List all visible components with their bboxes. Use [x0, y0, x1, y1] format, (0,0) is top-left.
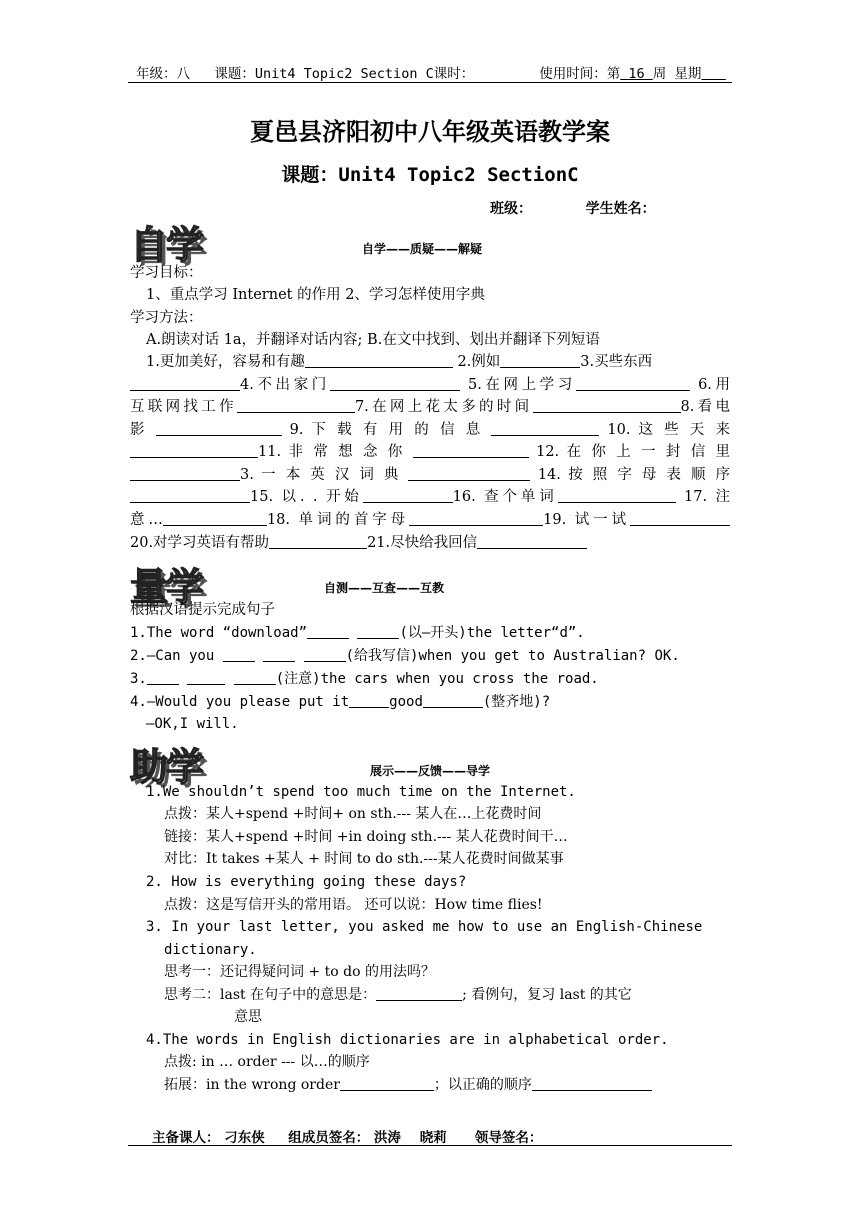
phrase-line: 15. 以. . 开始 16. 查个单词 17. 注: [130, 486, 730, 508]
help-line: 4.The words in English dictionaries are in alphabetical order.: [146, 1032, 669, 1048]
page-header: [136, 62, 726, 82]
help-line: dictionary.: [164, 942, 257, 958]
lead-name: 刁东侠: [224, 1130, 265, 1146]
class-label: 班级：: [490, 201, 532, 217]
page-subtitle: 课题：Unit4 Topic2 SectionC: [281, 164, 579, 186]
signature-footer: [152, 1126, 542, 1146]
phrase-line: 互联网找工作 7.在网上花太多的时间 8.看电: [130, 399, 730, 415]
self-study-wordart: 自学: [130, 223, 203, 267]
help-title: 展示——反馈——导学: [370, 764, 491, 778]
member-name: 晓莉: [419, 1130, 447, 1146]
phrase-line: 影 9. 下 载 有 用 的 信 息 10. 这 些 天 来: [130, 422, 731, 438]
topic-label: 课题：Unit4 Topic2 Section C课时：: [214, 66, 475, 82]
measure-wordart: 量学: [130, 565, 203, 609]
class-student-line: [490, 198, 656, 218]
exercise-2: 2.—Can you (给我写信)when you get to Australian? OK.: [130, 648, 680, 664]
exercise-4: 4.—Would you please put it good (整齐地)?: [130, 694, 551, 710]
method-items: A.朗读对话 1a，并翻译对话内容; B.在文中找到、划出并翻译下列短语: [146, 332, 600, 348]
exercise-4-answer: —OK,I will.: [146, 716, 239, 732]
help-line: 意思: [234, 1009, 262, 1025]
help-line: 思考二：last 在句子中的意思是： ; 看例句，复习 last 的其它: [164, 987, 632, 1003]
goal-items: 1、重点学习 Internet 的作用 2、学习怎样使用字典: [146, 287, 485, 303]
help-line: 2. How is everything going these days?: [146, 874, 467, 890]
exercise-1: 1.The word “download” (以—开头)the letter“d”.: [130, 625, 585, 641]
phrase-line: 3. 一 本 英 汉 词 典 14. 按 照 字 母 表 顺 序: [130, 464, 730, 486]
measure-intro: 根据汉语提示完成句子: [130, 602, 275, 618]
help-line: 思考一：还记得疑问词 + to do 的用法吗？: [164, 964, 435, 980]
help-line: 拓展：in the wrong order ；以正确的顺序: [164, 1074, 652, 1096]
help-line: 1.We shouldn’t spend too much time on the Internet.: [146, 784, 576, 800]
help-line: 点拨：这是写信开头的常用语。 还可以说：How time flies!: [164, 897, 543, 913]
self-study-title: 自学——质疑——解疑: [362, 242, 483, 256]
method-label: 学习方法：: [130, 310, 203, 326]
exercise-3: 3. (注意)the cars when you cross the road.: [130, 671, 599, 687]
phrase-line: 4.不出家门 5.在网上学习 6.用: [130, 374, 730, 396]
footer-divider: [128, 1145, 732, 1146]
header-divider: [128, 82, 732, 83]
measure-title: 自测——互查——互教: [324, 581, 445, 595]
help-line: 点拨：某人+spend +时间+ on sth.--- 某人在…上花费时间: [164, 806, 542, 822]
help-line: 链接：某人+spend +时间 +in doing sth.--- 某人花费时间干…: [164, 829, 568, 845]
phrase-line: 意… 18. 单词的首字母 19. 试一试: [130, 509, 730, 531]
help-wordart: 助学: [130, 745, 203, 789]
leader-label: 领导签名：: [474, 1130, 543, 1146]
phrase-line: 1.更加美好，容易和有趣 2.例如 3.买些东西: [146, 354, 653, 370]
goal-label: 学习目标：: [130, 265, 203, 281]
members-label: 组成员签名：: [288, 1130, 370, 1146]
time-label: 使用时间：第: [539, 66, 621, 82]
help-line: 对比：It takes +某人 + 时间 to do sth.---某人花费时间做某事: [164, 851, 564, 867]
phrase-line: 11. 非 常 想 念 你 12. 在 你 上 一 封 信 里: [130, 441, 730, 463]
phrase-line: 20.对学习英语有帮助 21.尽快给我回信: [130, 532, 587, 554]
help-line: 3. In your last letter, you asked me how to use an English-Chinese: [146, 919, 703, 935]
week-number: 16: [628, 66, 645, 82]
student-name-label: 学生姓名：: [585, 201, 656, 217]
lead-label: 主备课人：: [152, 1130, 220, 1146]
member-name: 洪涛: [373, 1130, 401, 1146]
grade-label: 年级：八: [136, 66, 190, 82]
week-suffix: 周 星期: [652, 66, 702, 82]
page-title: 夏邑县济阳初中八年级英语教学案: [250, 118, 610, 146]
help-line: 点拨: in … order --- 以…的顺序: [164, 1054, 370, 1070]
